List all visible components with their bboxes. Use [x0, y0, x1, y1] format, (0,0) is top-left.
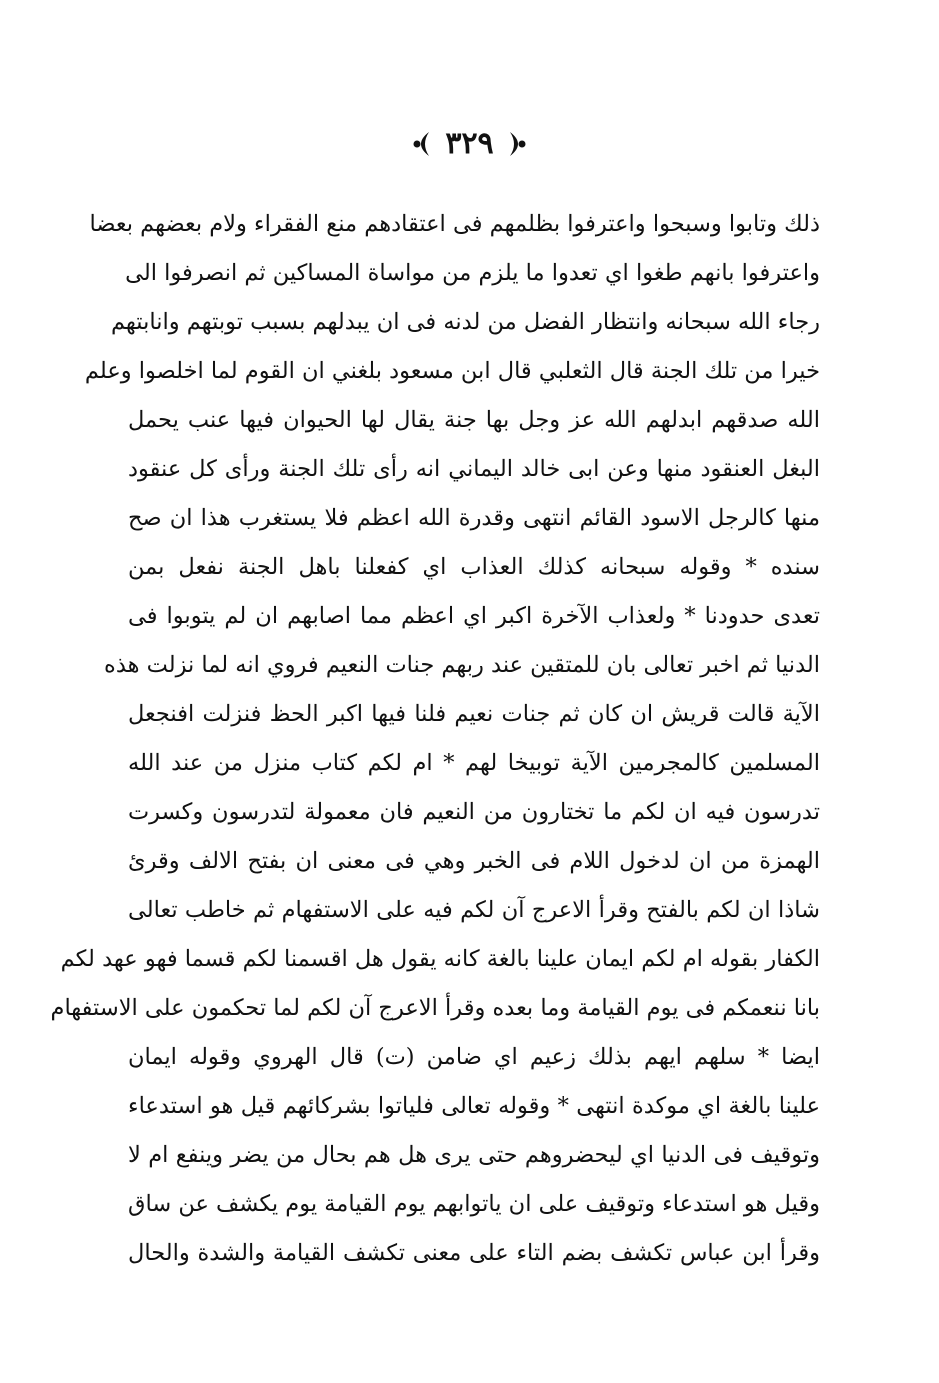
- text-line-22: وقرأ ابن عباس تكشف بضم التاء على معنى تكشف القيامة والشدة والحال: [128, 1240, 820, 1266]
- text-line-2: واعترفوا بانهم طغوا اي تعدوا ما يلزم من مواساة المساكين ثم انصرفوا الى: [125, 260, 820, 286]
- text-line-5: الله صدقهم ابدلهم الله عز وجل بها جنة يقال لها الحيوان فيها عنب يحمل: [128, 407, 820, 433]
- text-line-10: الدنيا ثم اخبر تعالى بان للمتقين عند ربهم جنات النعيم فروي انه لما نزلت هذه: [104, 652, 820, 678]
- text-line-17: بانا ننعمكم فى يوم القيامة وما بعده وقرأ الاعرج آن لكم لما تحكمون على الاستفهام: [50, 995, 820, 1021]
- left-ornament-icon: [407, 130, 435, 158]
- text-line-14: الهمزة من ان لدخول اللام فى الخبر وهي فى معنى ان بفتح الالف وقرئ: [128, 848, 820, 874]
- text-line-7: منها كالرجل الاسود القائم انتهى وقدرة الله اعظم فلا يستغرب هذا ان صح: [128, 505, 820, 531]
- text-line-20: وتوقيف فى الدنيا اي ليحضروهم حتى يرى هل هم بحال من يضر وينفع ام لا: [128, 1142, 820, 1168]
- text-line-18: ايضا * سلهم ايهم بذلك زعيم اي ضامن (ت) قال الهروي وقوله ايمان: [128, 1044, 820, 1070]
- text-line-11: الآية قالت قريش ان كان ثم جنات نعيم فلنا فيها اكبر الحظ فنزلت افنجعل: [128, 701, 820, 727]
- text-line-13: تدرسون فيه ان لكم ما تختارون من النعيم فان معمولة لتدرسون وكسرت: [128, 799, 820, 825]
- text-body: [50, 200, 820, 1278]
- text-line-3: رجاء الله سبحانه وانتظار الفضل من لدنه فى ان يبدلهم بسبب توبتهم وانابتهم: [110, 309, 820, 335]
- text-line-4: خيرا من تلك الجنة قال الثعلبي قال ابن مسعود بلغني ان القوم لما اخلصوا وعلم: [84, 358, 820, 384]
- page-number: ٣٢٩: [445, 126, 494, 161]
- text-line-21: وقيل هو استدعاء وتوقيف على ان ياتوابهم يوم القيامة يوم يكشف عن ساق: [128, 1191, 820, 1217]
- text-line-12: المسلمين كالمجرمين الآية توبيخا لهم * ام لكم كتاب منزل من عند الله: [128, 750, 820, 776]
- text-line-9: تعدى حدودنا * ولعذاب الآخرة اكبر اي اعظم مما اصابهم ان لم يتوبوا فى: [128, 603, 820, 629]
- text-line-19: علينا بالغة اي موكدة انتهى * وقوله تعالى فلياتوا بشركائهم قيل هو استدعاء: [128, 1093, 820, 1119]
- text-line-1: ذلك وتابوا وسبحوا واعترفوا بظلمهم فى اعتقادهم منع الفقراء ولام بعضهم بعضا: [89, 211, 820, 237]
- text-line-6: البغل العنقود منها وعن ابى خالد اليماني انه رأى تلك الجنة ورأى كل عنقود: [128, 456, 820, 482]
- text-line-15: شاذا ان لكم بالفتح وقرأ الاعرج آن لكم فيه على الاستفهام ثم خاطب تعالى: [128, 897, 820, 923]
- right-ornament-icon: [504, 130, 532, 158]
- page-header: [0, 124, 939, 164]
- text-line-16: الكفار بقوله ام لكم ايمان علينا بالغة كانه يقول هل اقسمنا لكم قسما فهو عهد لكم: [60, 946, 820, 972]
- text-line-8: سنده * وقوله سبحانه كذلك العذاب اي كفعلنا باهل الجنة نفعل بمن: [128, 554, 820, 580]
